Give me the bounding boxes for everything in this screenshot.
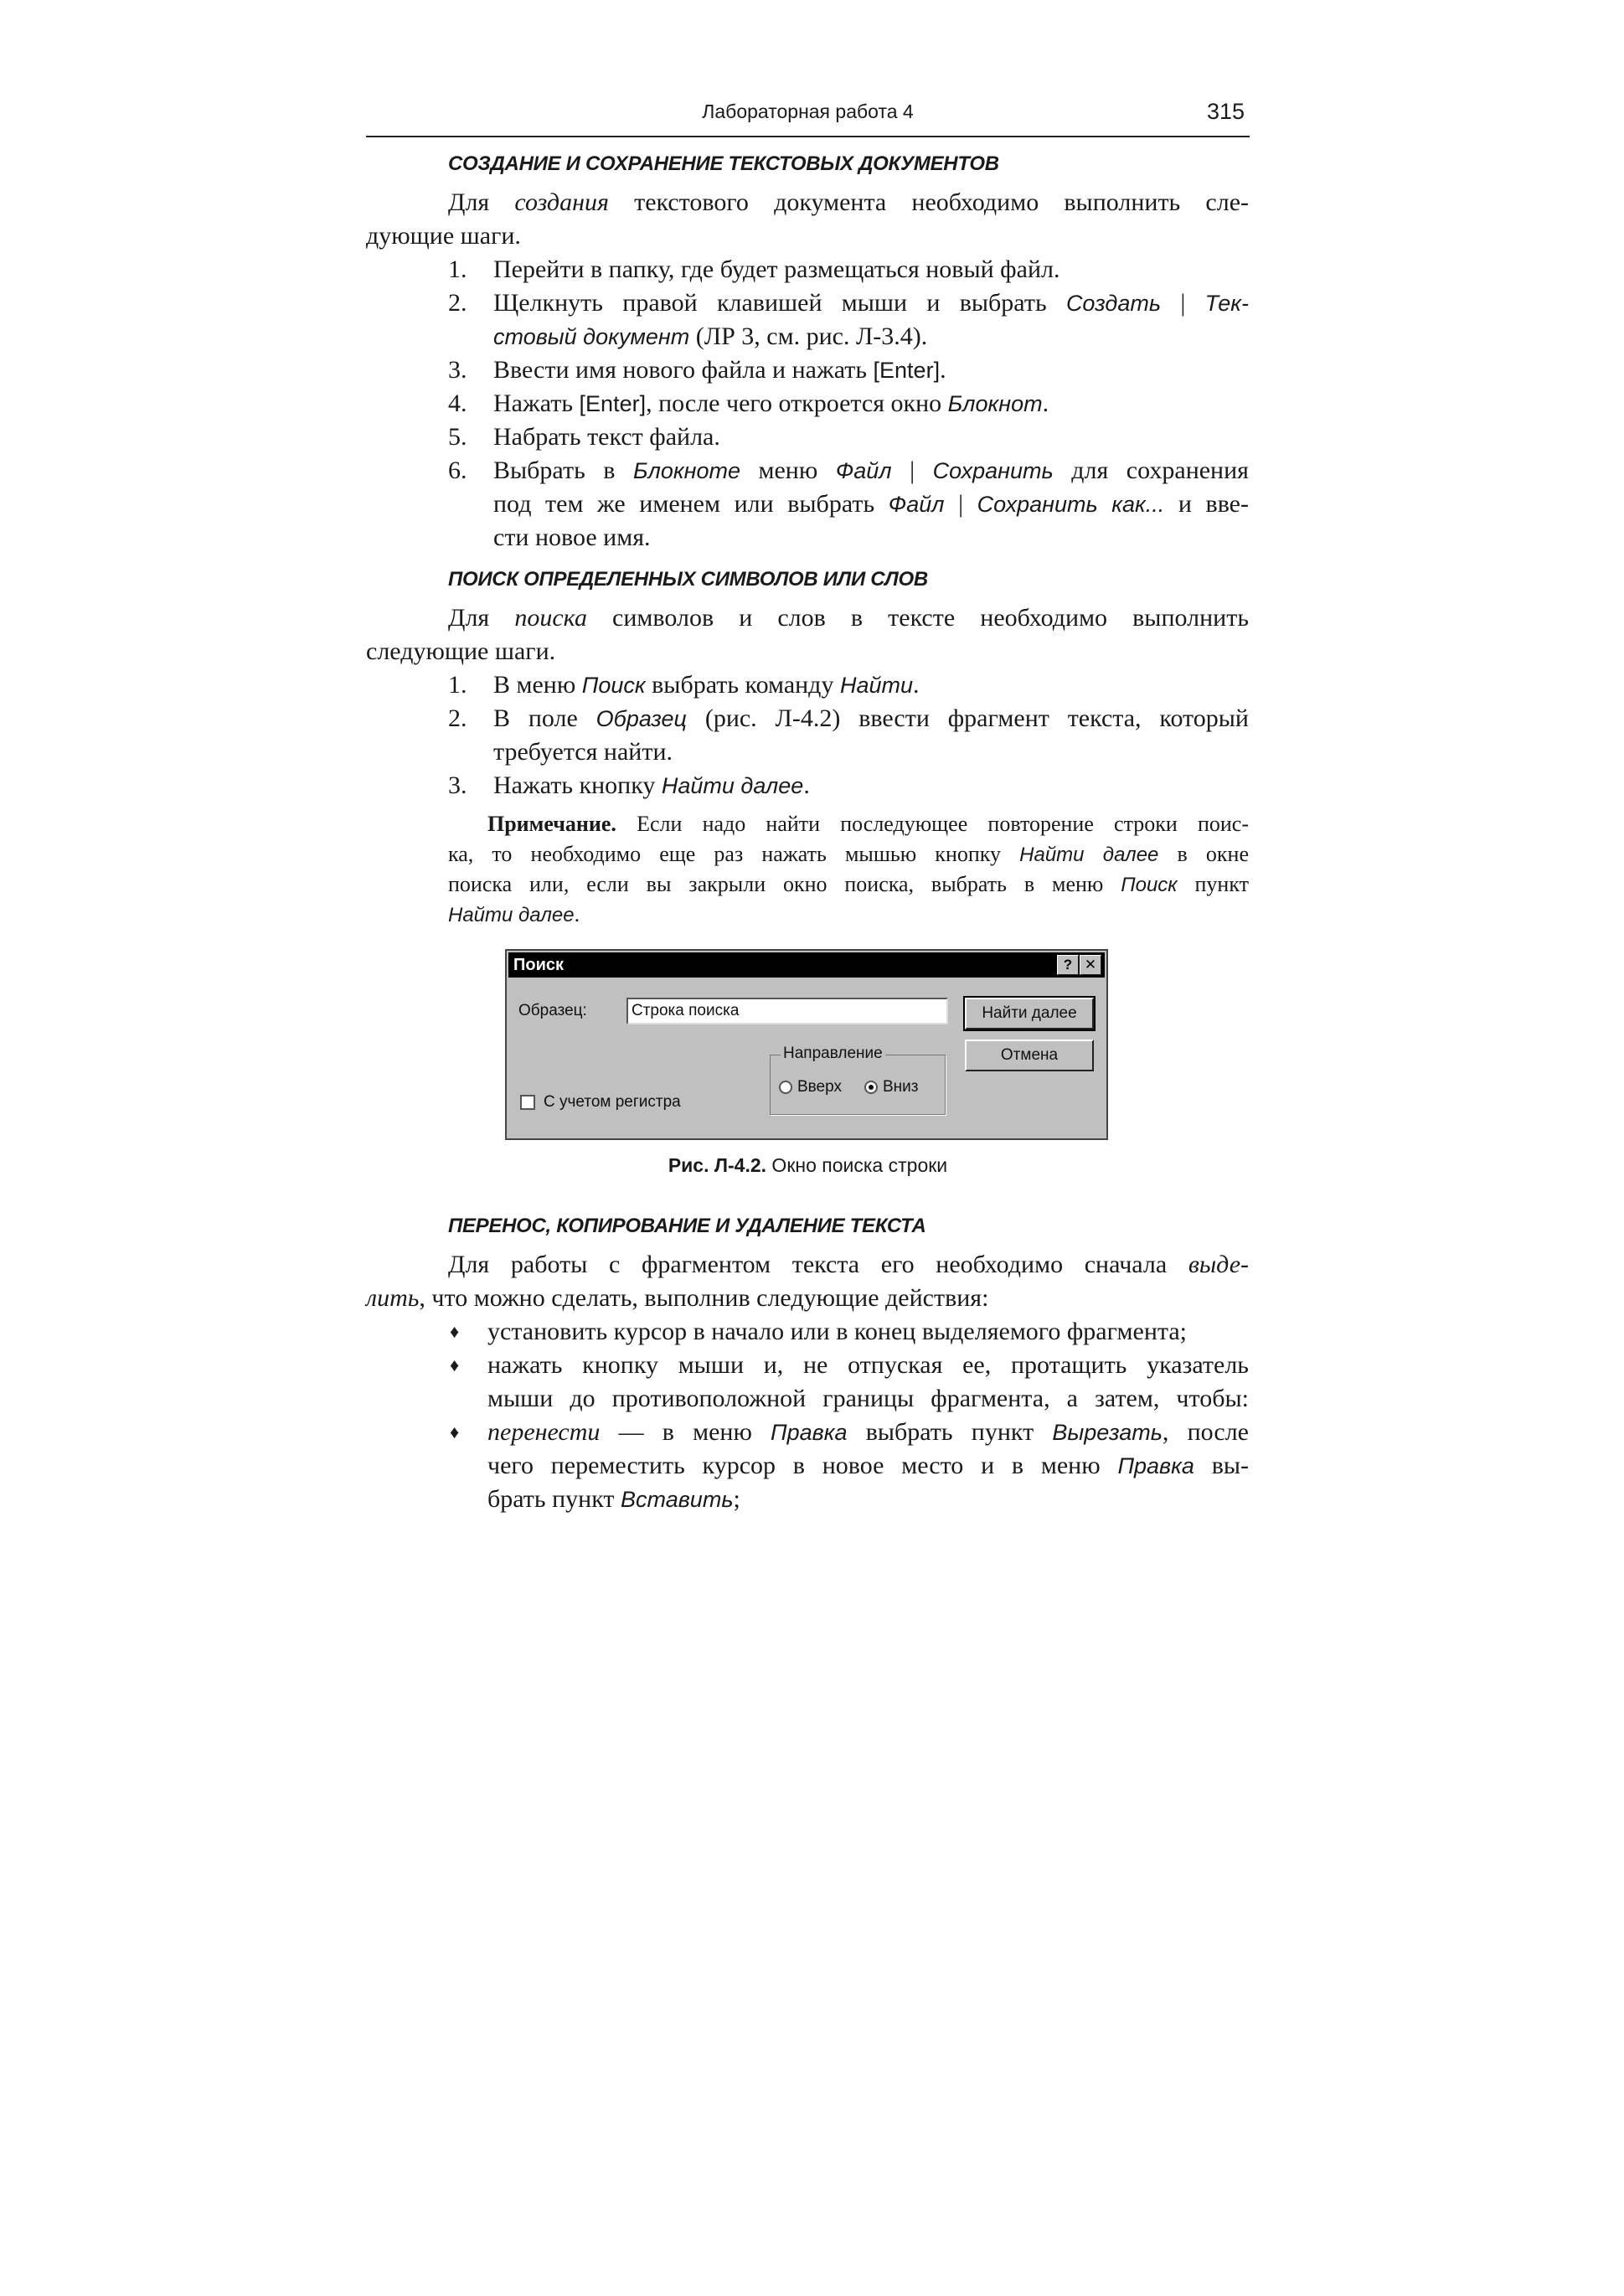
figure-caption: [366, 1154, 1250, 1177]
text: брать пункт: [487, 1485, 621, 1513]
sec3-bullet-3-line3: [487, 1483, 740, 1516]
text: В меню: [493, 671, 582, 699]
text: — в меню: [600, 1418, 771, 1446]
menu-term: Вырезать: [1052, 1420, 1163, 1445]
text: Нажать кнопку: [493, 771, 662, 799]
text: |: [1161, 289, 1205, 317]
sec1-intro-line1: [448, 186, 1249, 219]
sec2-intro-line2: следующие шаги.: [366, 637, 556, 665]
menu-term: Блокнот: [947, 391, 1043, 416]
step-number: 2.: [448, 289, 467, 317]
sec1-intro-line2: дующие шаги.: [366, 222, 521, 250]
dialog-titlebar: [508, 952, 1105, 978]
text: пункт: [1177, 872, 1249, 896]
step-number: 1.: [448, 255, 467, 283]
menu-term: Правка: [771, 1420, 848, 1445]
text: |: [944, 490, 977, 518]
sec1-step-6-line1: [493, 454, 1249, 488]
sec2-step-2-line1: [493, 702, 1249, 735]
match-case-label[interactable]: С учетом регистра: [544, 1093, 681, 1111]
key-term: [Enter]: [579, 391, 647, 416]
text: Нажать: [493, 390, 580, 417]
sec2-step-2-line2: требуется найти.: [493, 738, 673, 766]
menu-term: Найти далее: [448, 904, 575, 926]
sec1-step-1: Перейти в папку, где будет размещаться новый файл.: [493, 255, 1060, 283]
note-line3: [448, 869, 1249, 900]
bullet-icon: ♦: [450, 1354, 460, 1375]
page-number: 315: [1206, 99, 1245, 124]
text: Щелкнуть правой клавишей мыши и выбрать: [493, 289, 1066, 317]
direction-label: Направление: [781, 1045, 885, 1063]
menu-term: стовый документ: [493, 324, 690, 349]
emphasis: перенести: [487, 1418, 601, 1446]
text: Для: [448, 604, 515, 632]
text: .: [913, 671, 920, 699]
text: Ввести имя нового файла и нажать: [493, 356, 874, 384]
sec1-step-5: Набрать текст файла.: [493, 423, 720, 451]
note-label: Примечание.: [487, 812, 616, 836]
sec1-step-3: [493, 353, 946, 387]
text: ка, то необходимо еще раз нажать мышью кнопку: [448, 842, 1020, 866]
emphasis: лить: [366, 1284, 420, 1312]
text: Для работы с фрагментом текста его необходимо сначала: [448, 1251, 1188, 1278]
menu-term: Блокноте: [633, 458, 740, 483]
text: , после чего откроется окно: [646, 390, 948, 417]
sec1-step-2-line2: [493, 320, 927, 353]
step-number: 6.: [448, 457, 467, 484]
text: (ЛР 3, см. рис. Л-3.4).: [689, 322, 928, 350]
menu-term: Поиск: [581, 673, 646, 698]
emphasis: создания: [514, 188, 609, 216]
running-title: Лабораторная работа 4: [702, 101, 914, 122]
sec2-step-3: [493, 769, 810, 802]
sec1-step-6-line3: сти новое имя.: [493, 524, 651, 551]
text: (рис. Л-4.2) ввести фрагмент текста, который: [686, 704, 1249, 732]
sec1-step-4: [493, 387, 1049, 421]
caption-text: Окно поиска строки: [766, 1154, 948, 1176]
sample-input[interactable]: Строка поиска: [626, 998, 948, 1024]
text: выбрать команду: [645, 671, 840, 699]
section-heading-create: СОЗДАНИЕ И СОХРАНЕНИЕ ТЕКСТОВЫХ ДОКУМЕНТОВ: [448, 152, 999, 175]
menu-term: Поиск: [1121, 874, 1178, 896]
menu-term: Сохранить: [932, 458, 1054, 483]
search-dialog: [505, 949, 1108, 1140]
sec3-intro-line2: [366, 1282, 988, 1315]
step-number: 3.: [448, 356, 467, 384]
menu-term: Найти далее: [1019, 844, 1159, 866]
sec1-step-2-line1: [493, 286, 1249, 320]
menu-term: Создать: [1065, 291, 1162, 316]
radio-down-label[interactable]: Вниз: [883, 1078, 919, 1096]
sec3-bullet-2-line1: нажать кнопку мыши и, не отпуская ее, протащить указатель: [487, 1351, 1249, 1379]
text: В поле: [493, 704, 596, 732]
menu-term: Найти: [839, 673, 913, 698]
menu-term: Вставить: [621, 1487, 734, 1512]
step-number: 1.: [448, 671, 467, 699]
text: символов и слов в тексте необходимо выполнить: [586, 604, 1249, 632]
radio-up-label[interactable]: Вверх: [797, 1078, 842, 1096]
dialog-title: Поиск: [513, 956, 565, 974]
key-term: [Enter]: [873, 358, 941, 383]
cancel-button[interactable]: Отмена: [965, 1040, 1094, 1071]
menu-term: Файл: [888, 492, 945, 517]
text: Если надо найти последующее повторение строки поис-: [616, 812, 1249, 836]
note-line4: [448, 900, 580, 931]
step-number: 4.: [448, 390, 467, 417]
menu-term: Правка: [1117, 1453, 1194, 1478]
text: |: [891, 457, 933, 484]
sec3-bullet-3-line1: [487, 1416, 1249, 1449]
sec3-bullet-2-line2: мыши до противоположной границы фрагмента, а затем, чтобы:: [487, 1385, 1249, 1412]
sample-label: Образец:: [518, 1002, 587, 1019]
note-line2: [448, 839, 1249, 870]
text: .: [803, 771, 810, 799]
sec2-step-1: [493, 668, 920, 702]
caption-label: Рис. Л-4.2.: [668, 1154, 767, 1176]
menu-term: Образец: [595, 706, 687, 731]
step-number: 5.: [448, 423, 467, 451]
text: выбрать пункт: [847, 1418, 1053, 1446]
text: текстового документа необходимо выполнить сле-: [608, 188, 1250, 216]
text: , что можно сделать, выполнив следующие действия:: [419, 1284, 989, 1312]
step-number: 3.: [448, 771, 467, 799]
menu-term: Файл: [835, 458, 892, 483]
sec1-step-6-line2: [493, 488, 1249, 521]
text: , после: [1162, 1418, 1249, 1446]
sec3-intro-line1: [448, 1248, 1249, 1282]
text: для сохранения: [1053, 457, 1249, 484]
radio-up[interactable]: [779, 1081, 792, 1094]
menu-term: Сохранить как...: [977, 492, 1165, 517]
close-icon[interactable]: ✕: [1080, 955, 1101, 975]
bullet-icon: ♦: [450, 1421, 460, 1442]
text: и вве-: [1164, 490, 1249, 518]
help-button[interactable]: ?: [1057, 955, 1079, 975]
note-line1: [487, 809, 1249, 839]
text: .: [1042, 390, 1049, 417]
sec3-bullet-3-line2: [487, 1449, 1249, 1483]
text: Для: [448, 188, 515, 216]
match-case-checkbox[interactable]: [520, 1095, 535, 1110]
text: .: [574, 902, 580, 926]
menu-term: Найти далее: [661, 773, 804, 798]
sec2-intro-line1: [448, 601, 1249, 635]
section-heading-search: ПОИСК ОПРЕДЕЛЕННЫХ СИМВОЛОВ ИЛИ СЛОВ: [448, 568, 928, 591]
bullet-icon: ♦: [450, 1321, 460, 1342]
text: Выбрать в: [493, 457, 634, 484]
text: чего переместить курсор в новое место и в меню: [487, 1452, 1118, 1479]
text: меню: [740, 457, 836, 484]
text: под тем же именем или выбрать: [493, 490, 889, 518]
menu-term: Тек-: [1204, 291, 1249, 316]
text: ;: [733, 1485, 740, 1513]
text: поиска или, если вы закрыли окно поиска, выбрать в меню: [448, 872, 1121, 896]
step-number: 2.: [448, 704, 467, 732]
find-next-button[interactable]: Найти далее: [965, 998, 1094, 1029]
emphasis: поиска: [514, 604, 587, 632]
section-heading-move: ПЕРЕНОС, КОПИРОВАНИЕ И УДАЛЕНИЕ ТЕКСТА: [448, 1215, 926, 1237]
emphasis: выде-: [1188, 1251, 1249, 1278]
radio-down[interactable]: [864, 1081, 878, 1094]
text: .: [940, 356, 946, 384]
text: в окне: [1158, 842, 1249, 866]
text: вы-: [1194, 1452, 1250, 1479]
sec3-bullet-1: установить курсор в начало или в конец выделяемого фрагмента;: [487, 1318, 1188, 1345]
running-header: [366, 94, 1250, 137]
direction-group: [770, 1045, 946, 1115]
